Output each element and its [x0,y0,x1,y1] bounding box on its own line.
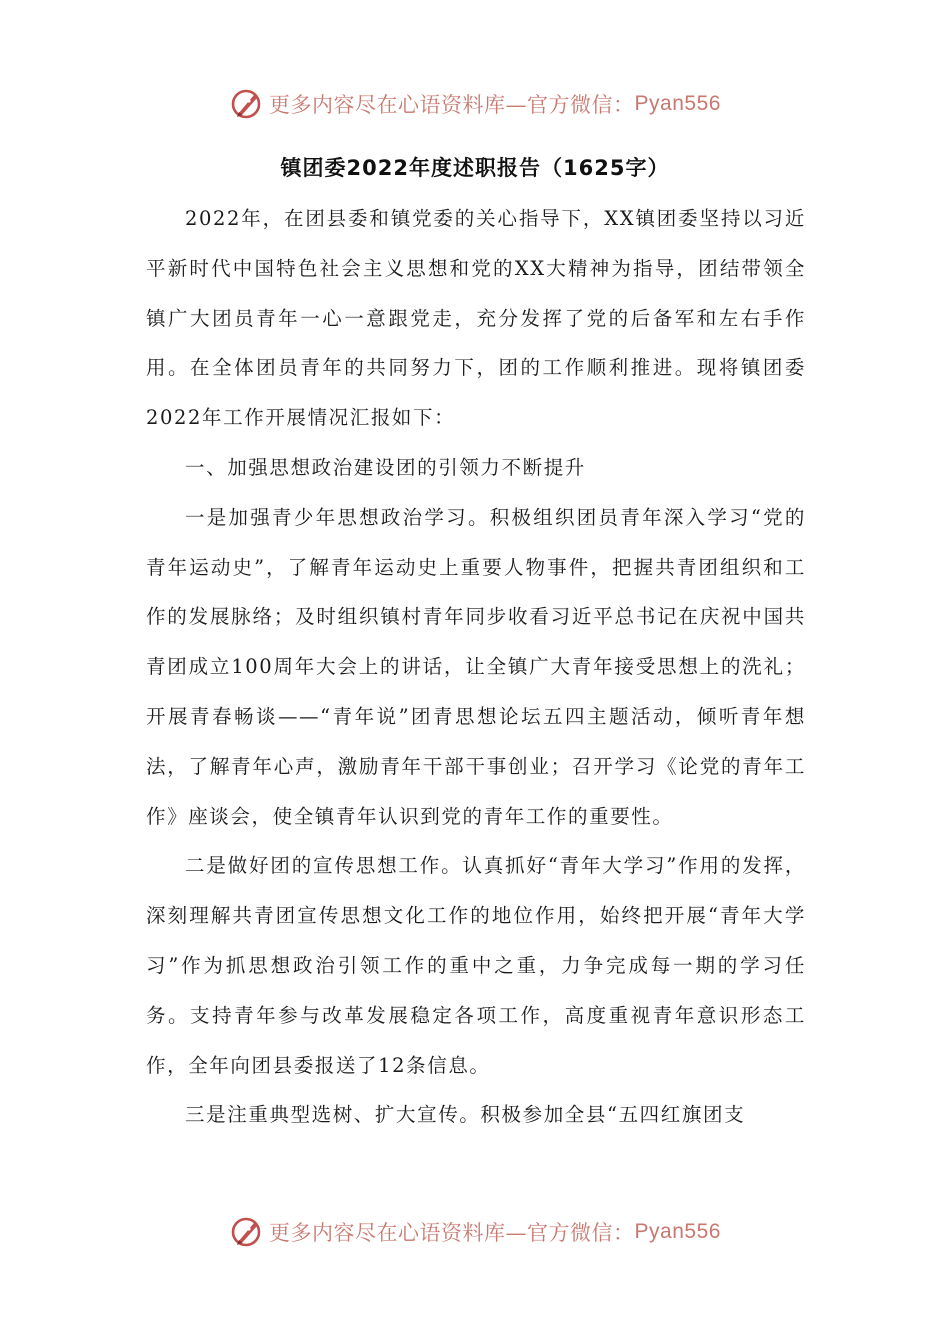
pen-circle-logo-icon [229,1215,263,1249]
paragraph-point-3: 三是注重典型选树、扩大宣传。积极参加全县“五四红旗团支 [185,1103,746,1127]
document-title: 镇团委2022年度述职报告（1625字） [280,156,670,180]
paragraph-intro: 2022年，在团县委和镇党委的关心指导下，XX镇团委坚持以习近平新时代中国特色社会主义思想和党的XX大精神为指导，团结带领全镇广大团员青年一心一意跟党走，充分发挥了党的后备军和左右手作用。在全体团员青年的共同努力下，团的工作顺利推进。现将镇团委2022年工作开展情况汇报如下： [146,207,806,430]
footer-watermark [0,1212,950,1252]
header-watermark [0,84,950,124]
watermark-wechat-handle: Pyan556 [634,92,721,115]
pen-circle-logo-icon [229,87,263,121]
paragraph-point-2: 二是做好团的宣传思想工作。认真抓好“青年大学习”作用的发挥，深刻理解共青团宣传思想文化工作的地位作用，始终把开展“青年大学习”作为抓思想政治引领工作的重中之重，力争完成每一期的学习任务。支持青年参与改革发展稳定各项工作，高度重视青年意识形态工作，全年向团县委报送了12条信息。 [146,854,806,1077]
section-heading: 一、加强思想政治建设团的引领力不断提升 [185,455,586,479]
paragraph-point-1: 一是加强青少年思想政治学习。积极组织团员青年深入学习“党的青年运动史”，了解青年运动史上重要人物事件，把握共青团组织和工作的发展脉络；及时组织镇村青年同步收看习近平总书记在庆祝中国共青团成立100周年大会上的讲话，让全镇广大青年接受思想上的洗礼；开展青春畅谈——“青年说”团青思想论坛五四主题活动，倾听青年想法，了解青年心声，激励青年干部干事创业；召开学习《论党的青年工作》座谈会，使全镇青年认识到党的青年工作的重要性。 [146,505,806,828]
watermark-text: 更多内容尽在心语资料库—官方微信： [269,1221,635,1245]
watermark-text: 更多内容尽在心语资料库—官方微信： [269,93,635,117]
document-body [146,194,806,1140]
watermark-wechat-handle: Pyan556 [634,1220,721,1243]
